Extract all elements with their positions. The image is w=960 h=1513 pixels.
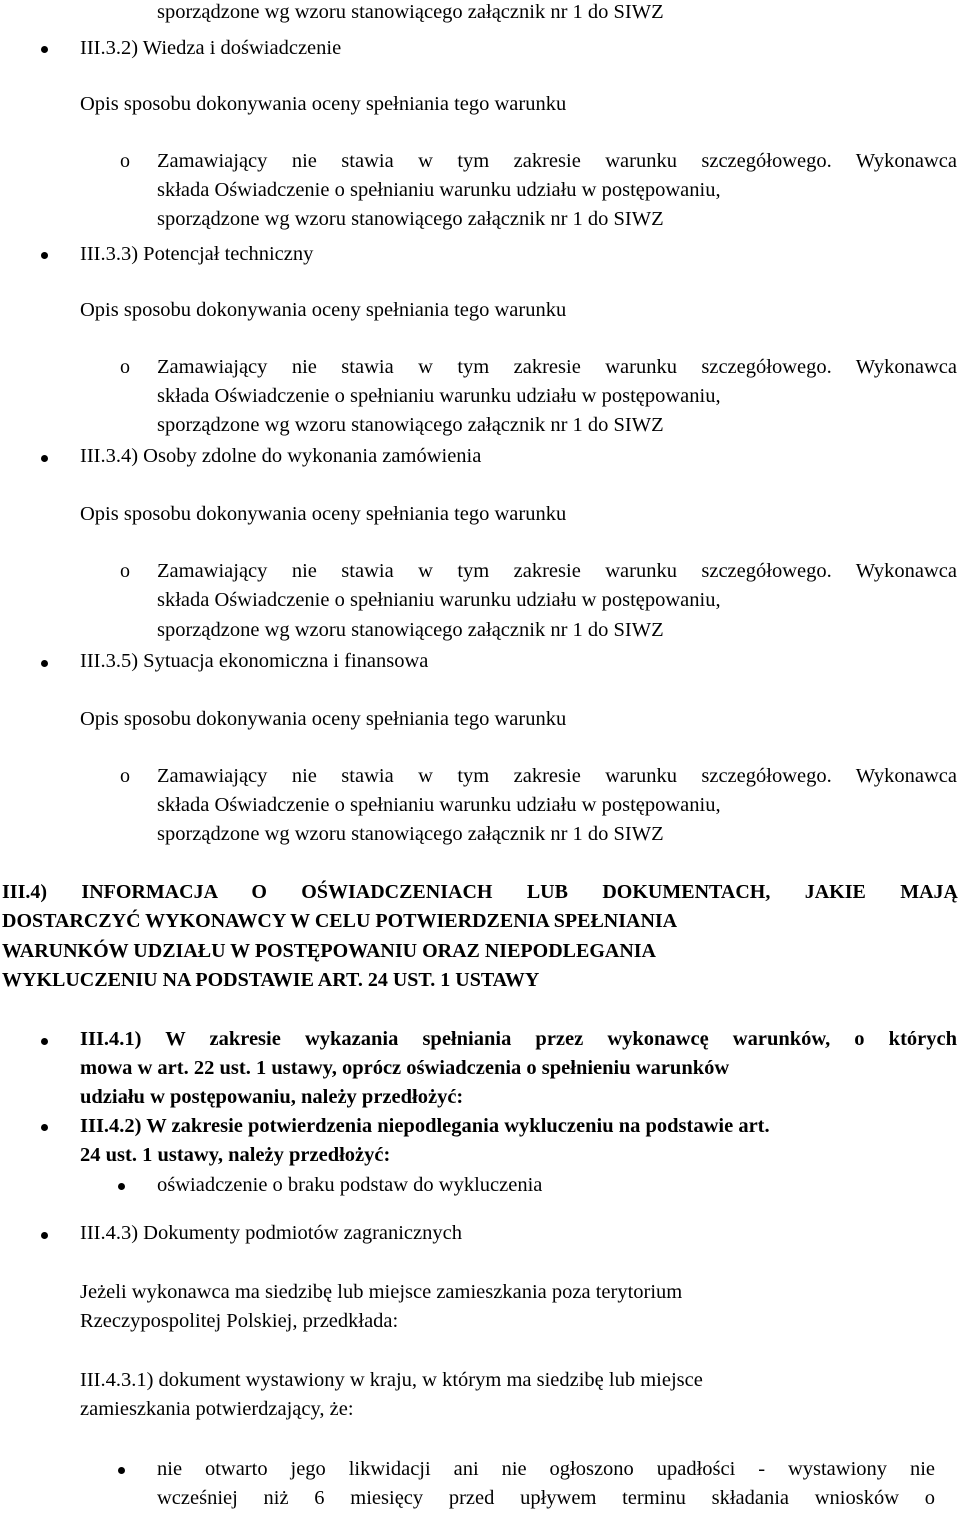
section-heading: III.3.4) Osoby zdolne do wykonania zamówienia — [80, 445, 482, 467]
section-title-line: WYKLUCZENIU NA PODSTAWIE ART. 24 UST. 1 USTAWY — [2, 969, 540, 991]
bullet-icon — [41, 1124, 48, 1131]
bullet-icon — [41, 252, 48, 259]
bullet-icon — [118, 1183, 125, 1190]
paragraph-line: Jeżeli wykonawca ma siedzibę lub miejsce zamieszkania poza terytorium — [80, 1281, 683, 1303]
circle-bullet-icon: o — [120, 765, 130, 787]
paragraph-line: Rzeczypospolitej Polskiej, przedkłada: — [80, 1310, 399, 1332]
circle-bullet-icon: o — [120, 150, 130, 172]
bullet-icon — [41, 1232, 48, 1239]
bullet-icon — [41, 660, 48, 667]
section-heading: III.3.2) Wiedza i doświadczenie — [80, 37, 342, 59]
opis-label: Opis sposobu dokonywania oceny spełniania tego warunku — [80, 299, 567, 321]
circle-bullet-icon: o — [120, 560, 130, 582]
list-item: oświadczenie o braku podstaw do wykluczenia — [157, 1174, 543, 1196]
circle-bullet-icon: o — [120, 356, 130, 378]
opis-label: Opis sposobu dokonywania oceny spełniania tego warunku — [80, 503, 567, 525]
subsection-line: III.4.2) W zakresie potwierdzenia niepodlegania wykluczeniu na podstawie art. — [80, 1115, 770, 1137]
opis-label: Opis sposobu dokonywania oceny spełniania tego warunku — [80, 708, 567, 730]
condition-text-line: sporządzone wg wzoru stanowiącego załącznik nr 1 do SIWZ — [157, 208, 664, 230]
condition-text-line: składa Oświadczenie o spełnianiu warunku udziału w postępowaniu, — [157, 794, 721, 816]
continuation-line: sporządzone wg wzoru stanowiącego załącznik nr 1 do SIWZ — [157, 1, 664, 23]
list-item-line: nie otwarto jego likwidacji ani nie ogłoszono upadłości - wystawiony nie — [157, 1458, 935, 1480]
section-title-line: III.4) INFORMACJA O OŚWIADCZENIACH LUB DOKUMENTACH, JAKIE MAJĄ — [2, 881, 958, 903]
subsection-line: mowa w art. 22 ust. 1 ustawy, oprócz oświadczenia o spełnieniu warunków — [80, 1057, 730, 1079]
subsection-line: III.4.3) Dokumenty podmiotów zagranicznych — [80, 1222, 462, 1244]
section-title-line: DOSTARCZYĆ WYKONAWCY W CELU POTWIERDZENIA SPEŁNIANIA — [2, 910, 678, 932]
condition-text-line: Zamawiający nie stawia w tym zakresie warunku szczegółowego. Wykonawca — [157, 765, 957, 787]
list-item-line: wcześniej niż 6 miesięcy przed upływem terminu składania wniosków o — [157, 1487, 935, 1509]
condition-text-line: sporządzone wg wzoru stanowiącego załącznik nr 1 do SIWZ — [157, 619, 664, 641]
condition-text-line: sporządzone wg wzoru stanowiącego załącznik nr 1 do SIWZ — [157, 823, 664, 845]
paragraph-line: zamieszkania potwierdzający, że: — [80, 1398, 354, 1420]
bullet-icon — [41, 1038, 48, 1045]
bullet-icon — [41, 46, 48, 53]
bullet-icon — [118, 1467, 125, 1474]
condition-text-line: składa Oświadczenie o spełnianiu warunku udziału w postępowaniu, — [157, 589, 721, 611]
condition-text-line: Zamawiający nie stawia w tym zakresie warunku szczegółowego. Wykonawca — [157, 356, 957, 378]
condition-text-line: Zamawiający nie stawia w tym zakresie warunku szczegółowego. Wykonawca — [157, 150, 957, 172]
section-heading: III.3.5) Sytuacja ekonomiczna i finansowa — [80, 650, 429, 672]
condition-text-line: składa Oświadczenie o spełnianiu warunku udziału w postępowaniu, — [157, 385, 721, 407]
section-heading: III.3.3) Potencjał techniczny — [80, 243, 314, 265]
condition-text-line: Zamawiający nie stawia w tym zakresie warunku szczegółowego. Wykonawca — [157, 560, 957, 582]
opis-label: Opis sposobu dokonywania oceny spełniania tego warunku — [80, 93, 567, 115]
subsection-line: 24 ust. 1 ustawy, należy przedłożyć: — [80, 1144, 391, 1166]
subsection-line: udziału w postępowaniu, należy przedłożyć: — [80, 1086, 464, 1108]
section-title-line: WARUNKÓW UDZIAŁU W POSTĘPOWANIU ORAZ NIEPODLEGANIA — [2, 940, 656, 962]
paragraph-line: III.4.3.1) dokument wystawiony w kraju, w którym ma siedzibę lub miejsce — [80, 1369, 703, 1391]
subsection-line: III.4.1) W zakresie wykazania spełniania przez wykonawcę warunków, o których — [80, 1028, 957, 1050]
bullet-icon — [41, 455, 48, 462]
condition-text-line: sporządzone wg wzoru stanowiącego załącznik nr 1 do SIWZ — [157, 414, 664, 436]
condition-text-line: składa Oświadczenie o spełnianiu warunku udziału w postępowaniu, — [157, 179, 721, 201]
